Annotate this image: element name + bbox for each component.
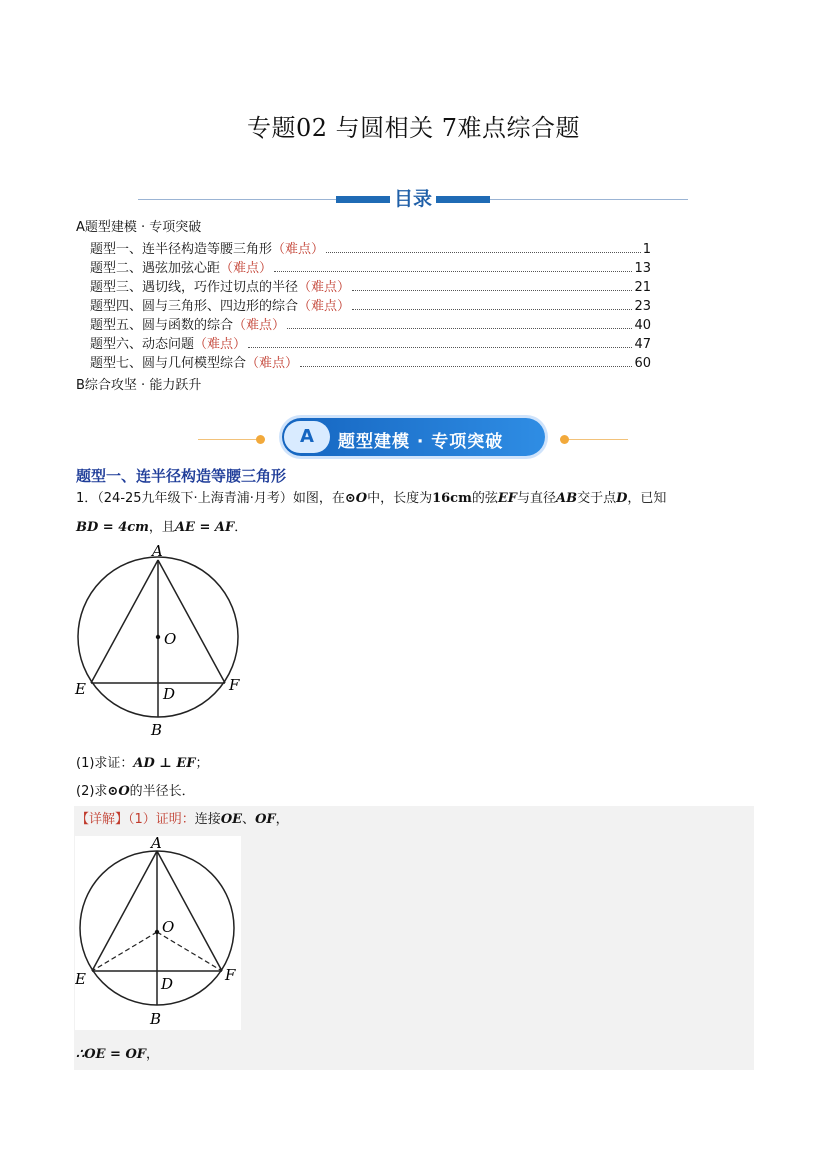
toc-entry-label: 题型四、圆与三角形、四边形的综合 <box>90 299 299 314</box>
math-ad-perp-ef: AD ⊥ EF <box>133 756 196 771</box>
figure-segment-ae <box>91 560 158 683</box>
figure-label-a: A <box>152 542 163 560</box>
banner-dot-left <box>256 435 265 444</box>
math-bd: BD = 4cm <box>76 520 149 535</box>
solution-line-1 <box>76 808 289 827</box>
toc-entry-tag: （难点） <box>246 356 299 371</box>
problem-text: 与直径 <box>517 491 557 506</box>
toc-entry-tag: （难点） <box>272 242 325 257</box>
solution-text: 、 <box>242 812 256 827</box>
solution-label-o: O <box>162 918 175 936</box>
problem-text: 的弦 <box>471 491 498 506</box>
solution-label-e: E <box>75 970 86 988</box>
solution-text: 连接 <box>194 812 221 827</box>
problem-line-1 <box>76 487 756 506</box>
toc-entry[interactable] <box>90 333 651 351</box>
math-ae-af: AE = AF <box>174 520 235 535</box>
toc-leader <box>352 290 632 291</box>
figure-label-d: D <box>163 685 176 703</box>
question-1 <box>76 752 208 771</box>
math-oe-eq-of: ∴OE = OF <box>76 1047 147 1062</box>
problem-text: 交于点 <box>577 491 617 506</box>
math-circle-o: ⊙O <box>107 784 130 799</box>
toc-entry-tag: （难点） <box>233 318 286 333</box>
toc-entry-page: 47 <box>634 337 651 352</box>
type-heading: 题型一、连半径构造等腰三角形 <box>76 467 287 485</box>
solution-figure-center-dot <box>155 930 159 934</box>
figure-label-b: B <box>151 721 163 739</box>
solution-figure-ae <box>92 851 157 971</box>
banner-badge: A <box>284 421 330 453</box>
page-title: 专题02 与圆相关 7难点综合题 <box>246 114 581 142</box>
math-d: D <box>616 491 628 506</box>
solution-text: ， <box>146 1047 160 1062</box>
problem-number: 1． <box>76 491 98 506</box>
solution-label-d: D <box>161 975 174 993</box>
solution-line-2 <box>76 1043 159 1062</box>
solution-label-a: A <box>151 836 162 852</box>
problem-figure <box>70 540 250 740</box>
math-of: OF <box>255 812 276 827</box>
math-ab: AB <box>556 491 578 506</box>
math-oe: OE <box>220 812 243 827</box>
toc-entry-page: 13 <box>634 261 651 276</box>
toc-entry[interactable] <box>90 257 651 275</box>
toc-entry-page: 1 <box>642 242 651 257</box>
toc-bar-left <box>336 196 390 203</box>
toc-entry-label: 题型七、圆与几何模型综合 <box>90 356 247 371</box>
toc-section-b: B综合攻坚 · 能力跃升 <box>76 378 202 393</box>
problem-source: （24-25九年级下·上海青浦·月考） <box>97 491 293 506</box>
problem-text: 如图，在 <box>292 491 345 506</box>
problem-text: ． <box>234 520 248 535</box>
banner-text: 题型建模 · 专项突破 <box>338 432 504 452</box>
toc-leader <box>287 328 632 329</box>
toc-entry-label: 题型一、连半径构造等腰三角形 <box>90 242 273 257</box>
toc-entry-tag: （难点） <box>298 299 351 314</box>
toc-entry[interactable] <box>90 314 651 332</box>
toc-leader <box>300 366 632 367</box>
math-circle-o: ⊙O <box>344 491 368 506</box>
problem-text: ，且 <box>148 520 175 535</box>
solution-label-f: F <box>225 966 236 984</box>
problem-text: 中，长度为 <box>367 491 433 506</box>
figure-label-e: E <box>75 680 86 698</box>
toc-entry[interactable] <box>90 276 651 294</box>
toc-entry-page: 23 <box>634 299 651 314</box>
toc-entry-label: 题型二、遇弦加弦心距 <box>90 261 221 276</box>
toc-leader <box>274 271 632 272</box>
banner-dot-right <box>560 435 569 444</box>
question-2-suffix: 的半径长． <box>129 784 195 799</box>
toc-entry-label: 题型五、圆与函数的综合 <box>90 318 234 333</box>
toc-entry-label: 题型六、动态问题 <box>90 337 195 352</box>
question-1-prefix: (1)求证： <box>76 756 134 771</box>
toc-entry[interactable] <box>90 352 651 370</box>
solution-figure <box>75 836 241 1030</box>
solution-part: （1）证明： <box>128 812 195 827</box>
toc-entry[interactable] <box>90 238 651 256</box>
toc-entry-page: 60 <box>634 356 651 371</box>
figure-label-f: F <box>229 676 240 694</box>
toc-entry-page: 40 <box>634 318 651 333</box>
figure-label-o: O <box>164 630 177 648</box>
toc-leader <box>248 347 632 348</box>
solution-tag: 【详解】 <box>76 812 129 827</box>
toc-heading: 目录 <box>390 184 436 211</box>
toc-entry-page: 21 <box>634 280 651 295</box>
figure-segment-af <box>158 560 225 683</box>
problem-text: ，已知 <box>627 491 667 506</box>
problem-line-2 <box>76 516 247 535</box>
solution-text: ， <box>275 812 289 827</box>
banner-line-right <box>568 439 628 440</box>
question-2-prefix: (2)求 <box>76 784 108 799</box>
figure-center-dot <box>156 635 160 639</box>
toc-entry[interactable] <box>90 295 651 313</box>
solution-figure-af <box>157 851 222 971</box>
toc-section-a: A题型建模 · 专项突破 <box>76 220 202 235</box>
question-1-suffix: ； <box>195 756 209 771</box>
question-2 <box>76 780 195 799</box>
toc-leader <box>326 252 641 253</box>
toc-leader <box>352 309 632 310</box>
math-ef: EF <box>497 491 517 506</box>
banner-line-left <box>198 439 260 440</box>
toc-entry-tag: （难点） <box>298 280 351 295</box>
solution-label-b: B <box>150 1010 162 1028</box>
toc-entry-tag: （难点） <box>194 337 247 352</box>
toc-entry-tag: （难点） <box>220 261 273 276</box>
toc-entry-label: 题型三、遇切线，巧作过切点的半径 <box>90 280 299 295</box>
math-length: 16cm <box>432 491 472 506</box>
toc-bar-right <box>436 196 490 203</box>
